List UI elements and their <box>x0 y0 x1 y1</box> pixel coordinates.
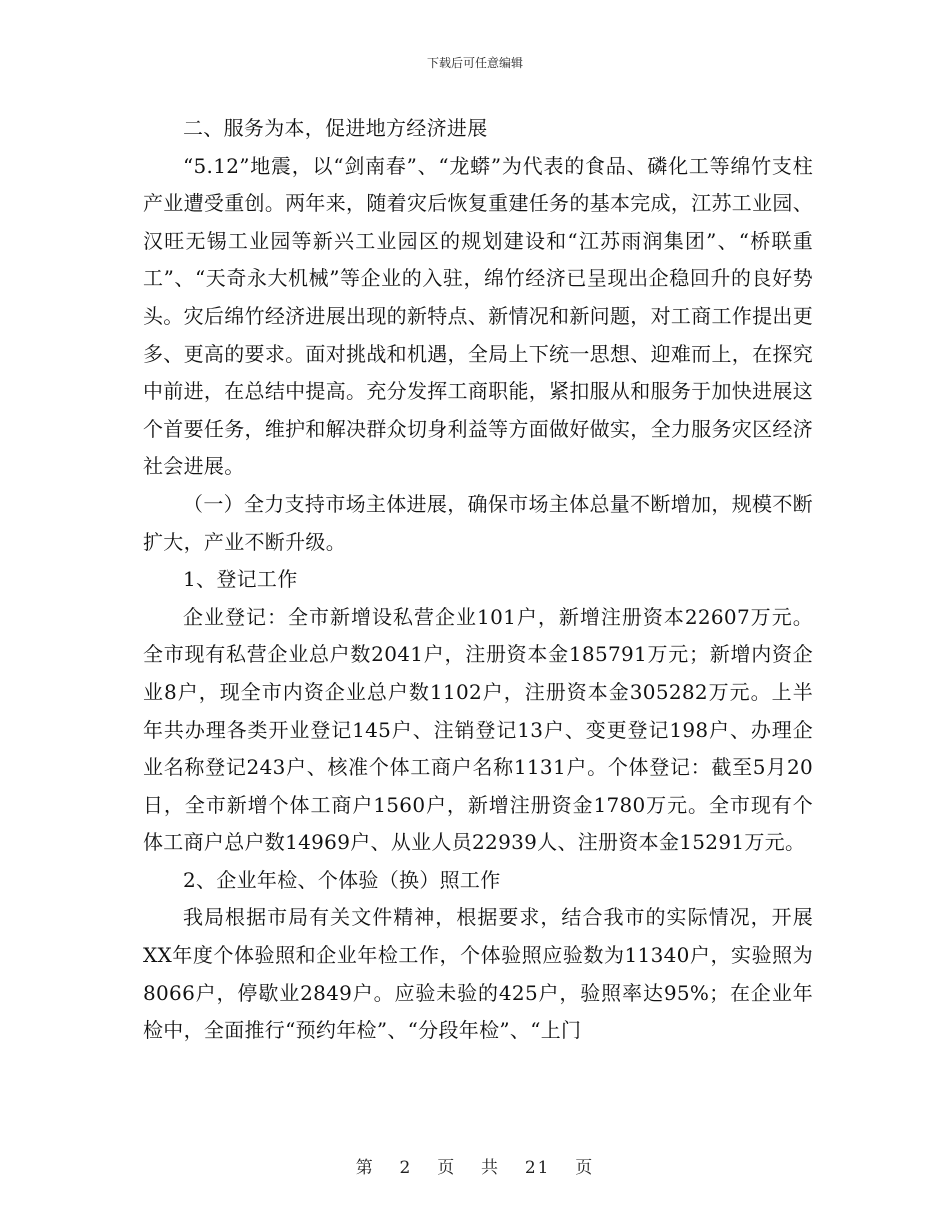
page-prefix: 第 <box>355 1158 375 1178</box>
document-body <box>143 110 813 1050</box>
subsection-heading: （一）全力支持市场主体进展，确保市场主体总量不断增加，规模不断扩大，产业不断升级。 <box>143 491 813 554</box>
body-paragraph: 我局根据市局有关文件精神，根据要求，结合我市的实际情况，开展XX年度个体验照和企业年检工作，个体验照应验数为11340户，实验照为8066户，停歇业2849户。应验未验的425户，验照率达95%；在企业年检中，全面推行“预约年检”、“分段年检”、“上门 <box>143 905 813 1043</box>
current-page-number: 2 <box>399 1158 413 1178</box>
header-note: 下载后可任意编辑 <box>426 56 523 70</box>
total-suffix: 页 <box>575 1158 595 1178</box>
item-heading: 1、登记工作 <box>183 567 298 592</box>
item-heading: 2、企业年检、个体验（换）照工作 <box>183 867 501 892</box>
section-heading: 二、服务为本，促进地方经济进展 <box>183 116 488 140</box>
page-footer <box>0 1153 950 1178</box>
total-pages-number: 21 <box>524 1158 551 1178</box>
total-prefix: 共 <box>481 1158 500 1178</box>
page-word: 页 <box>437 1158 457 1178</box>
body-paragraph: 企业登记：全市新增设私营企业101户，新增注册资本22607万元。全市现有私营企业总户数2041户，注册资本金185791万元；新增内资企业8户，现全市内资企业总户数1102户，注册资本金305282万元。上半年共办理各类开业登记145户、注销登记13户、变更登记198户、办理企业名称登记243户、核准个体工商户名称1131户。个体登记：截至5月20日，全市新增个体工商户1560户，新增注册资金1780万元。全市现有个体工商户总户数14969户、从业人员22939人、注册资本金15291万元。 <box>143 604 813 855</box>
body-paragraph: “5.12”地震，以“剑南春”、“龙蟒”为代表的食品、磷化工等绵竹支柱产业遭受重创。两年来，随着灾后恢复重建任务的基本完成，江苏工业园、汉旺无锡工业园等新兴工业园区的规划建设和“江苏雨润集团”、“桥联重工”、“天奇永大机械”等企业的入驻，绵竹经济已呈现出企稳回升的良好势头。灾后绵竹经济进展出现的新特点、新情况和新问题，对工商工作提出更多、更高的要求。面对挑战和机遇，全局上下统一思想、迎难而上，在探究中前进，在总结中提高。充分发挥工商职能，紧扣服从和服务于加快进展这个首要任务，维护和解决群众切身利益等方面做好做实，全力服务灾区经济社会进展。 <box>143 153 813 479</box>
